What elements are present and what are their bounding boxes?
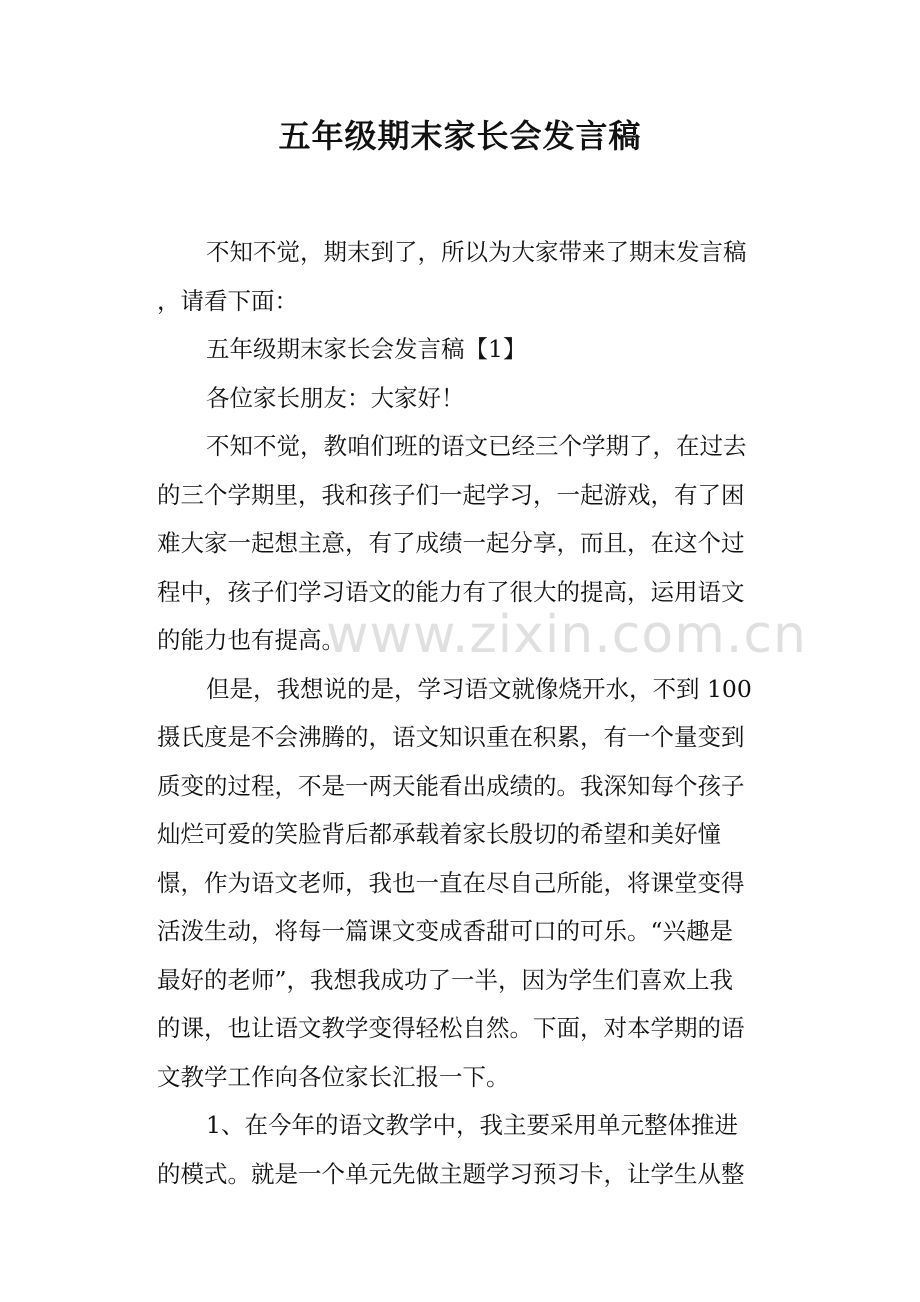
paragraph-line: 难大家一起想主意，有了成绩一起分享，而且，在这个过 — [157, 529, 745, 557]
paragraph-line: 灿烂可爱的笑脸背后都承载着家长殷切的希望和美好憧 — [157, 820, 721, 848]
paragraph-line: 质变的过程，不是一两天能看出成绩的。我深知每个孩子 — [157, 771, 745, 800]
paragraph-line: 的能力也有提高。 — [157, 626, 345, 654]
paragraph-line: 活泼生动，将每一篇课文变成香甜可口的可乐。“兴趣是 — [157, 917, 734, 945]
paragraph-line: 不知不觉，期末到了，所以为大家带来了期末发言稿 — [206, 238, 747, 266]
paragraph-line: 憬，作为语文老师，我也一直在尽自己所能，将课堂变得 — [157, 868, 745, 897]
paragraph-line: 的模式。就是一个单元先做主题学习预习卡，让学生从整 — [157, 1159, 745, 1188]
paragraph-line: 不知不觉，教咱们班的语文已经三个学期了，在过去 — [206, 432, 747, 460]
watermark: www.zixin.com.cn — [326, 605, 807, 665]
document-title: 五年级期末家长会发言稿 — [278, 117, 642, 155]
paragraph-line: 摄氏度是不会沸腾的，语文知识重在积累，有一个量变到 — [157, 723, 745, 751]
salutation: 各位家长朋友：大家好！ — [206, 383, 465, 412]
paragraph-line: ，请看下面： — [157, 286, 298, 315]
paragraph-line: 但是，我想说的是，学习语文就像烧开水，不到 100 — [206, 674, 752, 703]
section-heading: 五年级期末家长会发言稿【1】 — [206, 335, 527, 363]
document-body — [157, 228, 765, 1198]
paragraph-line: 1、在今年的语文教学中，我主要采用单元整体推进 — [206, 1111, 738, 1139]
paragraph-line: 最好的老师”，我想我成功了一半，因为学生们喜欢上我 — [157, 965, 734, 994]
paragraph-line: 的课，也让语文教学变得轻松自然。下面，对本学期的语 — [157, 1014, 745, 1042]
paragraph-line: 文教学工作向各位家长汇报一下。 — [157, 1062, 510, 1091]
paragraph-line: 程中，孩子们学习语文的能力有了很大的提高，运用语文 — [157, 577, 745, 606]
paragraph-line: 的三个学期里，我和孩子们一起学习，一起游戏，有了困 — [157, 480, 745, 509]
